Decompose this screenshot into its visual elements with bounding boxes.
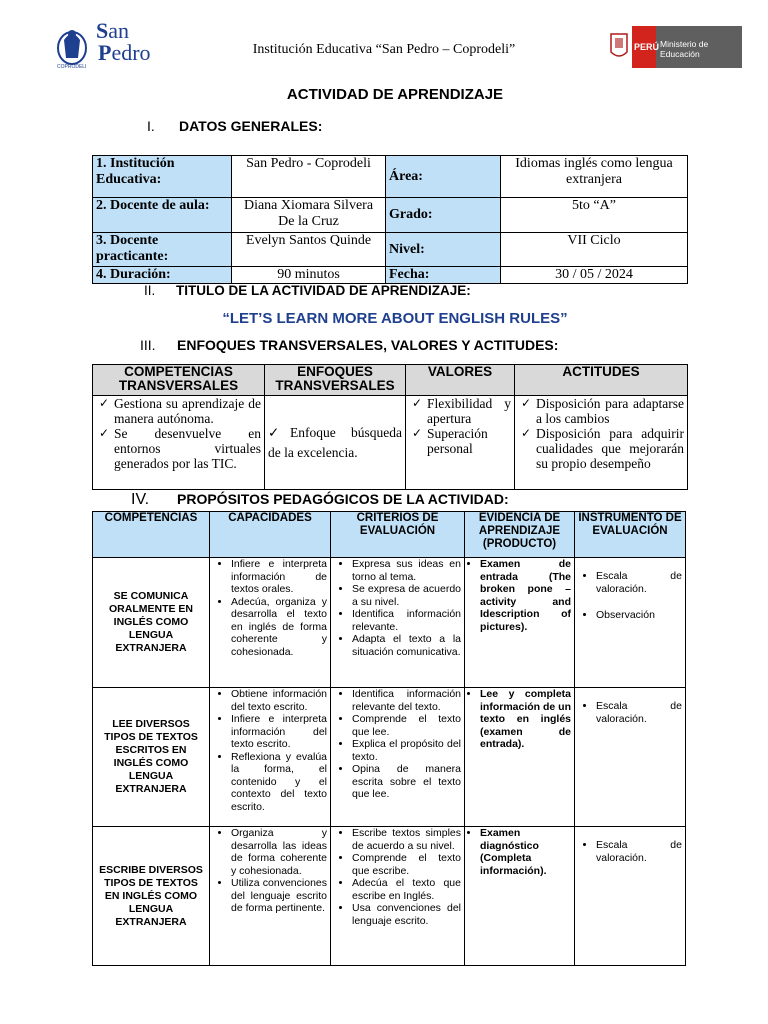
general-data-table (92, 155, 688, 284)
header-capacidades: CAPACIDADES (210, 512, 331, 558)
list-item: • Infiere e interpreta información de textos orales. (231, 558, 327, 596)
list-item: • Identifica información relevante. (352, 608, 461, 633)
section-2-number: II. (144, 283, 156, 298)
section-1-heading (147, 118, 322, 134)
list-item: • Adecúa, organiza y desarrolla el texto en inglés de forma coherente y cohesionada. (231, 596, 327, 659)
enfoques-table (92, 364, 688, 490)
cell-competencias (93, 396, 265, 490)
table-row (93, 827, 686, 966)
header-competencias: COMPETENCIAS (93, 512, 210, 558)
logo-subtext: COPRODELI (57, 64, 87, 70)
header-instrumento: INSTRUMENTO DE EVALUACIÓN (575, 512, 686, 558)
list-item: ✓ Se desenvuelve en entornos virtuales generados por las TIC. (114, 426, 261, 471)
peru-label: PERÚ (634, 42, 660, 52)
header-actitudes: ACTITUDES (515, 365, 688, 396)
list-item: • Infiere e interpreta información del texto escrito. (231, 713, 327, 751)
list-item: • Utiliza convenciones del lenguaje escrito de forma pertinente. (231, 877, 327, 915)
cell-actitudes (515, 396, 688, 490)
criterios-cell (331, 558, 465, 688)
minedu-logo (606, 26, 742, 68)
list-item: • Opina de manera escrita sobre el texto que lee. (352, 763, 461, 801)
label-duracion: 4. Duración: (93, 267, 232, 284)
list-item: • Reflexiona y evalúa la forma, el contenido y el contexto del texto escrito. (231, 751, 327, 814)
school-header-title: Institución Educativa “San Pedro – Coprodeli” (252, 42, 516, 57)
list-item: • Usa convenciones del lenguaje escrito. (352, 902, 461, 927)
instrumento-cell (575, 558, 686, 688)
list-item: • Examen diagnóstico (Completa información). (480, 827, 571, 877)
label-area: Área: (386, 156, 501, 198)
section-2-heading (144, 283, 471, 298)
cell-valores (406, 396, 515, 490)
check-icon: ✓ (268, 424, 280, 440)
value-duracion: 90 minutos (232, 267, 386, 284)
list-item: • Escribe textos simples de acuerdo a su nivel. (352, 827, 461, 852)
document-title: ACTIVIDAD DE APRENDIZAJE (286, 86, 504, 103)
list-item: ✓ Flexibilidad y apertura (427, 396, 511, 426)
value-nivel: VII Ciclo (501, 233, 688, 267)
evidencia-cell (465, 558, 575, 688)
cell-enfoque (265, 396, 406, 490)
section-4-number: IV. (131, 491, 150, 508)
list-item: • Lee y completa información de un texto en inglés (examen de entrada). (480, 688, 571, 751)
competencia-escribe: ESCRIBE DIVERSOS TIPOS DE TEXTOS EN INGLÉS COMO LENGUA EXTRANJERA (93, 827, 210, 966)
list-item: ✓ Disposición para adaptarse a los cambios (536, 396, 684, 426)
value-grado: 5to “A” (501, 198, 688, 233)
capacidades-cell (210, 688, 331, 827)
header-valores: VALORES (406, 365, 515, 396)
value-docente-aula: Diana Xiomara Silvera De la Cruz (232, 198, 386, 233)
label-grado: Grado: (386, 198, 501, 233)
list-item: • Adecúa el texto que escribe en Inglés. (352, 877, 461, 902)
list-item: ✓ Gestiona su aprendizaje de manera autónoma. (114, 396, 261, 426)
capacidades-cell (210, 558, 331, 688)
list-item: ✓ Superación personal (427, 426, 511, 456)
list-item: • Obtiene información del texto escrito. (231, 688, 327, 713)
label-institucion: 1. Institución Educativa: (93, 156, 232, 198)
header-enfoques-transversales: ENFOQUES TRANSVERSALES (265, 365, 406, 396)
ministry-label: Ministerio de Educación (660, 39, 709, 59)
label-nivel: Nivel: (386, 233, 501, 267)
value-institucion: San Pedro - Coprodeli (232, 156, 386, 198)
section-1-title: DATOS GENERALES: (179, 118, 323, 134)
evidencia-cell (465, 827, 575, 966)
header-evidencia: EVIDENCIA DE APRENDIZAJE (PRODUCTO) (465, 512, 575, 558)
activity-title: “LET’S LEARN MORE ABOUT ENGLISH RULES” (222, 310, 568, 327)
list-item: • Escala de valoración. (596, 700, 682, 725)
section-4-title: PROPÓSITOS PEDAGÓGICOS DE LA ACTIVIDAD: (177, 491, 509, 507)
value-area: Idiomas inglés como lengua extranjera (501, 156, 688, 198)
list-item: • Organiza y desarrolla las ideas de forma coherente y cohesionada. (231, 827, 327, 877)
section-2-title: TITULO DE LA ACTIVIDAD DE APRENDIZAJE: (176, 283, 471, 298)
list-item: • Identifica información relevante del texto. (352, 688, 461, 713)
instrumento-cell (575, 688, 686, 827)
section-1-number: I. (147, 118, 155, 134)
section-3-title: ENFOQUES TRANSVERSALES, VALORES Y ACTITUDES: (177, 337, 559, 353)
list-item: • Comprende el texto que escribe. (352, 852, 461, 877)
section-3-number: III. (140, 337, 156, 353)
logo-san-pedro-text: San Pedro (96, 18, 151, 65)
list-item: ✓ Disposición para adquirir cualidades que mejorarán su propio desempeño (536, 426, 684, 471)
list-item: • Expresa sus ideas en torno al tema. (352, 558, 461, 583)
header-criterios: CRITERIOS DE EVALUACIÓN (331, 512, 465, 558)
criterios-cell (331, 827, 465, 966)
table-row (93, 688, 686, 827)
criterios-cell (331, 688, 465, 827)
competencia-oral: SE COMUNICA ORALMENTE EN INGLÉS COMO LENGUA EXTRANJERA (93, 558, 210, 688)
list-item: • Se expresa de acuerdo a su nivel. (352, 583, 461, 608)
header-competencias-transversales: COMPETENCIAS TRANSVERSALES (93, 365, 265, 396)
label-docente-practicante: 3. Docente practicante: (93, 233, 232, 267)
list-item: • Comprende el texto que lee. (352, 713, 461, 738)
label-docente-aula: 2. Docente de aula: (93, 198, 232, 233)
list-item: • Examen de entrada (The broken pone – activity and Idescription of pictures). (480, 558, 571, 633)
evidencia-cell (465, 688, 575, 827)
enfoque-text: Enfoque búsqueda de la excelencia. (268, 424, 402, 460)
list-item: • Escala de valoración. (596, 570, 682, 595)
value-docente-practicante: Evelyn Santos Quinde (232, 233, 386, 267)
section-4-heading (131, 491, 509, 509)
value-fecha: 30 / 05 / 2024 (501, 267, 688, 284)
label-fecha: Fecha: (386, 267, 501, 284)
list-item: • Escala de valoración. (596, 839, 682, 864)
list-item: • Adapta el texto a la situación comunicativa. (352, 633, 461, 658)
instrumento-cell (575, 827, 686, 966)
section-3-heading (140, 337, 558, 353)
capacidades-cell (210, 827, 331, 966)
competencia-lee: LEE DIVERSOS TIPOS DE TEXTOS ESCRITOS EN INGLÉS COMO LENGUA EXTRANJERA (93, 688, 210, 827)
list-item: • Observación (596, 609, 682, 622)
propositos-table (92, 511, 686, 966)
table-row (93, 558, 686, 688)
list-item: • Explica el propósito del texto. (352, 738, 461, 763)
